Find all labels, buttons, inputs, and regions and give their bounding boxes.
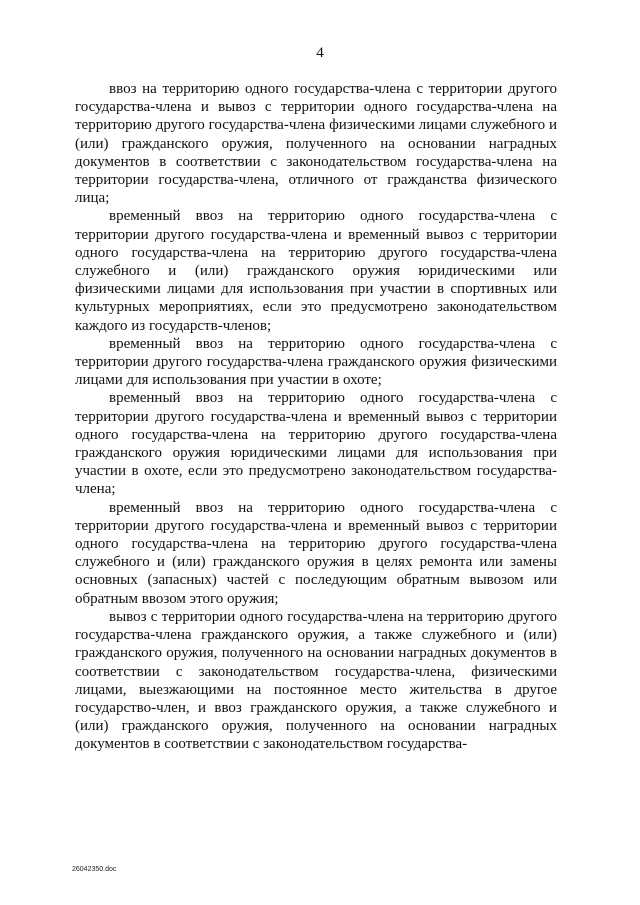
paragraph: временный ввоз на территорию одного государства-члена с территории другого государства-члена гражданского оружия физическими лицами для использования при участии в охоте; [75, 335, 557, 389]
paragraph: вывоз с территории одного государства-члена на территорию другого государства-члена гражданского оружия, а также служебного и (или) гражданского оружия, полученного на основании наградных документов в соответствии с законодательством государства-члена, физическими лицами, выезжающими на постоянное место жительства в другое государство-член, и ввоз гражданского оружия, а также служебного и (или) гражданского оружия, полученного на основании наградных документов в соответствии с законодательством государства- [75, 608, 557, 753]
paragraph: временный ввоз на территорию одного государства-члена с территории другого государства-члена и временный вывоз с территории одного государства-члена на территорию другого государства-члена гражданского оружия юридическими лицами для использования при участии в охоте, если это предусмотрено законодательством государства-члена; [75, 390, 557, 498]
paragraph: ввоз на территорию одного государства-члена с территории другого государства-члена и вывоз с территории одного государства-члена на территорию другого государства-члена физическими лицами служебного и (или) гражданского оружия, полученного на основании наградных документов в соответствии с законодательством государства-члена на территории государства-члена, отличного от гражданства физического лица; [75, 81, 557, 207]
footer-filename: 26042350.doc [72, 866, 117, 873]
document-body [75, 80, 557, 754]
paragraph: временный ввоз на территорию одного государства-члена с территории другого государства-члена и временный вывоз с территории одного государства-члена на территорию другого государства-члена служебного и (или) гражданского оружия юридическими или физическими лицами для использования при участии в спортивных или культурных мероприятиях, если это предусмотрено законодательством каждого из государств-членов; [75, 208, 557, 334]
paragraph: временный ввоз на территорию одного государства-члена с территории другого государства-члена и временный вывоз с территории одного государства-члена на территорию другого государства-члена служебного и (или) гражданского оружия в целях ремонта или замены основных (запасных) частей с последующим обратным вывозом или обратным ввозом этого оружия; [75, 499, 557, 607]
page-number: 4 [316, 45, 324, 61]
